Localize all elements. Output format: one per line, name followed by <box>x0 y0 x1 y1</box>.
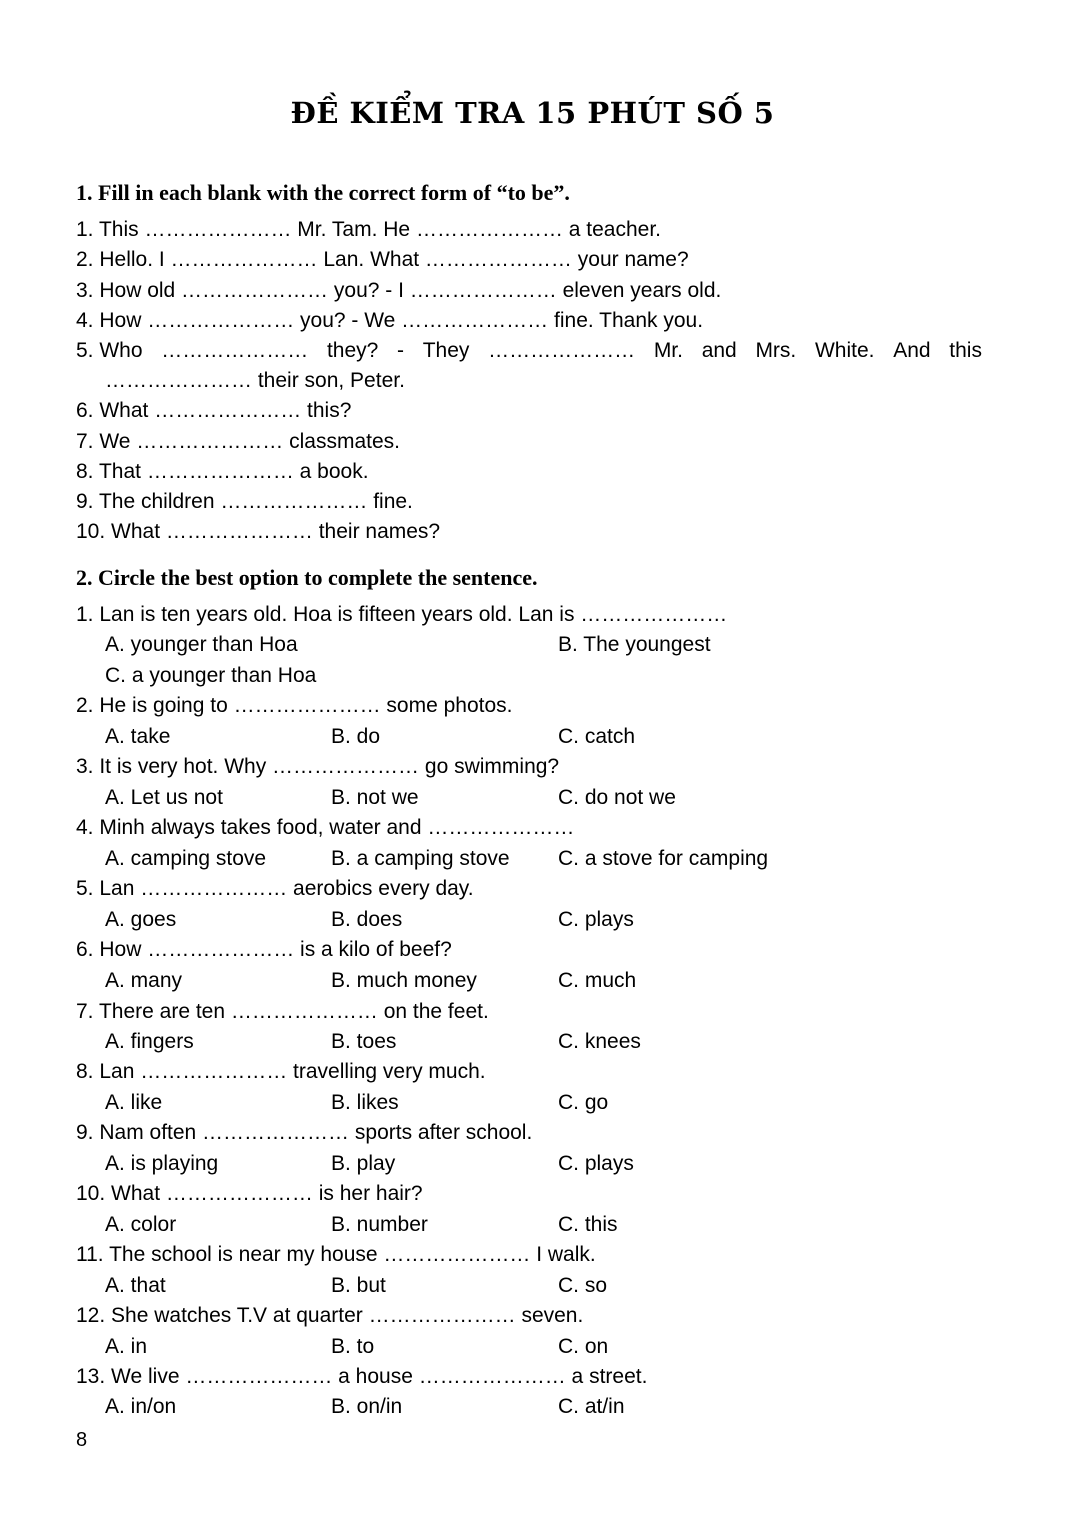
q9-option-a: A. is playing <box>105 1152 219 1175</box>
q8-option-a: A. like <box>105 1091 163 1114</box>
q10-option-b: B. number <box>331 1213 428 1236</box>
q3-option-a: A. Let us not <box>105 786 223 809</box>
s1-item-9: 9. The children ………………… fine. <box>76 490 413 513</box>
s1-item-5-word: this <box>949 339 982 362</box>
q11-option-c: C. so <box>558 1274 608 1297</box>
q9-option-c: C. plays <box>558 1152 634 1175</box>
q7-option-c: C. knees <box>558 1030 641 1053</box>
q8-option-b: B. likes <box>331 1091 399 1114</box>
q2-option-a: A. take <box>105 725 171 748</box>
q4-option-b: B. a camping stove <box>331 847 510 870</box>
s1-item-2: 2. Hello. I ………………… Lan. What ………………… your name? <box>76 248 689 271</box>
q3-option-c: C. do not we <box>558 786 676 809</box>
s1-item-5-word: ………………… <box>161 339 309 362</box>
q5-option-c: C. plays <box>558 908 634 931</box>
q13-text: 13. We live ………………… a house ………………… a street. <box>76 1365 648 1388</box>
page-title: ĐỀ KIỂM TRA 15 PHÚT SỐ 5 <box>290 96 775 130</box>
q5-option-b: B. does <box>331 908 403 931</box>
s1-item-5-word: - <box>397 339 405 362</box>
s1-item-5-continuation: ………………… their son, Peter. <box>105 369 405 392</box>
section-1-heading: 1. Fill in each blank with the correct form of “to be”. <box>76 180 570 205</box>
q11-text: 11. The school is near my house ………………… I walk. <box>76 1243 596 1266</box>
s1-item-5-word: Mr. <box>653 339 683 362</box>
q12-text: 12. She watches T.V at quarter ………………… seven. <box>76 1304 584 1327</box>
s1-item-10: 10. What ………………… their names? <box>76 520 441 543</box>
s1-item-3: 3. How old ………………… you? - I ………………… eleven years old. <box>76 279 722 302</box>
q8-option-c: C. go <box>558 1091 609 1114</box>
q13-option-b: B. on/in <box>331 1395 403 1418</box>
s1-item-7: 7. We ………………… classmates. <box>76 430 401 453</box>
q12-option-a: A. in <box>105 1335 148 1358</box>
s1-item-1: 1. This ………………… Mr. Tam. He ………………… a teacher. <box>76 218 662 241</box>
q3-option-b: B. not we <box>331 786 419 809</box>
q6-text: 6. How ………………… is a kilo of beef? <box>76 938 452 961</box>
q10-option-c: C. this <box>558 1213 618 1236</box>
q11-option-a: A. that <box>105 1274 166 1297</box>
q5-text: 5. Lan ………………… aerobics every day. <box>76 877 474 900</box>
q9-option-b: B. play <box>331 1152 396 1175</box>
q13-option-a: A. in/on <box>105 1395 177 1418</box>
q1-option-a: A. younger than Hoa <box>105 633 298 656</box>
q4-text: 4. Minh always takes food, water and ………………… <box>76 816 575 839</box>
q7-option-a: A. fingers <box>105 1030 194 1053</box>
s1-item-5-word: Mrs. <box>755 339 797 362</box>
q1-option-b: B. The youngest <box>558 633 711 656</box>
s1-item-5-word: 5. Who <box>76 339 143 362</box>
q13-option-c: C. at/in <box>558 1395 625 1418</box>
s1-item-5 <box>76 339 982 363</box>
s1-item-5-word: and <box>701 339 737 362</box>
q2-text: 2. He is going to ………………… some photos. <box>76 694 513 717</box>
q2-option-b: B. do <box>331 725 381 748</box>
q5-option-a: A. goes <box>105 908 177 931</box>
s1-item-6: 6. What ………………… this? <box>76 399 352 422</box>
q10-option-a: A. color <box>105 1213 177 1236</box>
q4-option-c: C. a stove for camping <box>558 847 769 870</box>
q1-option-c: C. a younger than Hoa <box>105 664 317 687</box>
s1-item-5-word: And <box>893 339 931 362</box>
q6-option-a: A. many <box>105 969 183 992</box>
q8-text: 8. Lan ………………… travelling very much. <box>76 1060 486 1083</box>
section-2-heading: 2. Circle the best option to complete the sentence. <box>76 565 538 590</box>
q12-option-c: C. on <box>558 1335 609 1358</box>
q6-option-b: B. much money <box>331 969 477 992</box>
q10-text: 10. What ………………… is her hair? <box>76 1182 423 1205</box>
q9-text: 9. Nam often ………………… sports after school. <box>76 1121 533 1144</box>
q11-option-b: B. but <box>331 1274 386 1297</box>
q7-text: 7. There are ten ………………… on the feet. <box>76 1000 489 1023</box>
q6-option-c: C. much <box>558 969 637 992</box>
s1-item-5-word: they? <box>326 339 379 362</box>
q4-option-a: A. camping stove <box>105 847 267 870</box>
s1-item-5-word: They <box>422 339 470 362</box>
q3-text: 3. It is very hot. Why ………………… go swimming? <box>76 755 560 778</box>
s1-item-5-word: White. <box>814 339 875 362</box>
q2-option-c: C. catch <box>558 725 636 748</box>
page-number: 8 <box>76 1429 88 1451</box>
s1-item-5-word: ………………… <box>488 339 636 362</box>
q1-text: 1. Lan is ten years old. Hoa is fifteen years old. Lan is ………………… <box>76 603 728 626</box>
q12-option-b: B. to <box>331 1335 375 1358</box>
q7-option-b: B. toes <box>331 1030 397 1053</box>
s1-item-4: 4. How ………………… you? - We ………………… fine. Thank you. <box>76 309 704 332</box>
s1-item-8: 8. That ………………… a book. <box>76 460 369 483</box>
